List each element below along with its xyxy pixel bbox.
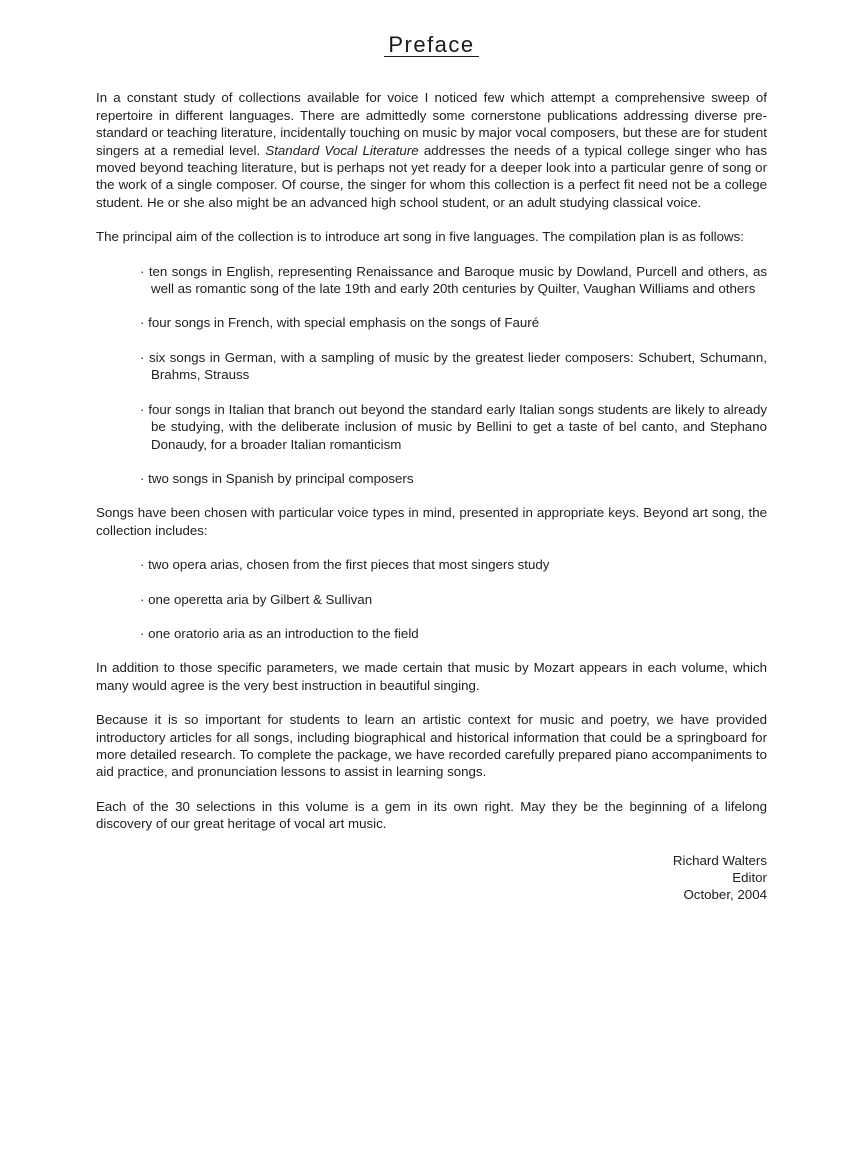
language-bullet-list [140, 263, 767, 488]
bullet-dot: · [140, 263, 145, 279]
paragraph-intro-before: In a constant study of collections available for voice I noticed few which attempt a comprehensive sweep of repertoire in different languages. There are admittedly some cornerstone publications addressing diverse pre-standard or teaching literature, incidentally touching on music by major vocal composers, but these are for student singers at a remedial level. [96, 90, 767, 158]
bullet-item-english [140, 263, 767, 298]
bullet-item-italian [140, 401, 767, 453]
paragraph-aim: The principal aim of the collection is to introduce art song in five languages. The compilation plan is as follows: [96, 229, 744, 245]
bullet-text-english: ten songs in English, representing Renaissance and Baroque music by Dowland, Purcell and others, as well as romantic song of the late 19th and early 20th centuries by Quilter, Vaughan Williams and others [148, 263, 767, 297]
bullet-text-french: four songs in French, with special emphasis on the songs of Fauré [148, 315, 540, 331]
bullet-text-german: six songs in German, with a sampling of music by the greatest lieder composers: Schubert, Schumann, Brahms, Strauss [148, 349, 767, 383]
bullet-item-german [140, 349, 767, 384]
bullet-dot: · [140, 315, 145, 331]
bullet-item-french [140, 314, 767, 331]
bullet-dot: · [140, 591, 145, 607]
paragraph-context: Because it is so important for students to learn an artistic context for music and poetry, we have provided introductory articles for all songs, including biographical and historical information that could be a springboard for more detailed research. To complete the package, we have recorded carefully prepared piano accompaniments to aid practice, and pronunciation lessons to assist in learning songs. [96, 712, 767, 780]
bullet-text-operetta: one operetta aria by Gilbert & Sullivan [148, 591, 373, 607]
paragraph-intro-after: addresses the needs of a typical college singer who has moved beyond teaching literature, but is perhaps not yet ready for a deeper look into a particular genre of song or the work of a single composer. Of course, the singer for whom this collection is a perfect fit need not be a college student. He or she also might be an advanced high school student, or an adult studying classical voice. [96, 142, 767, 210]
page-title-text: Preface [384, 36, 478, 57]
signature-block [96, 852, 767, 904]
book-title-italic: Standard Vocal Literature [265, 142, 419, 158]
bullet-text-oratorio: one oratorio aria as an introduction to the field [148, 625, 419, 641]
page-title [96, 32, 767, 57]
bullet-dot: · [140, 401, 145, 417]
bullet-dot: · [140, 470, 145, 486]
collection-extras-list [140, 556, 767, 642]
paragraph-closing: Each of the 30 selections in this volume is a gem in its own right. May they be the beginning of a lifelong discovery of our great heritage of vocal art music. [96, 798, 767, 832]
bullet-dot: · [140, 557, 145, 573]
paragraph-mozart: In addition to those specific parameters, we made certain that music by Mozart appears in each volume, which many would agree is the very best instruction in beautiful singing. [96, 660, 767, 693]
signature-date: October, 2004 [683, 887, 767, 903]
bullet-text-italian: four songs in Italian that branch out beyond the standard early Italian songs students are likely to already be studying, with the deliberate inclusion of music by Bellini to get a taste of bel canto, and Stephano Donaudy, for a broader Italian romanticism [148, 401, 767, 452]
bullet-item-oratorio [140, 625, 767, 642]
bullet-item-spanish [140, 470, 767, 487]
bullet-item-operetta [140, 591, 767, 608]
paragraph-intro [96, 89, 767, 211]
paragraph-voice-types: Songs have been chosen with particular voice types in mind, presented in appropriate keys. Beyond art song, the collection includes: [96, 505, 767, 538]
signature-name: Richard Walters [672, 852, 767, 868]
bullet-text-spanish: two songs in Spanish by principal composers [148, 470, 414, 486]
bullet-dot: · [140, 349, 145, 365]
bullet-text-opera: two opera arias, chosen from the first pieces that most singers study [148, 557, 550, 573]
bullet-dot: · [140, 625, 145, 641]
signature-role: Editor [732, 870, 767, 885]
bullet-item-opera [140, 556, 767, 573]
